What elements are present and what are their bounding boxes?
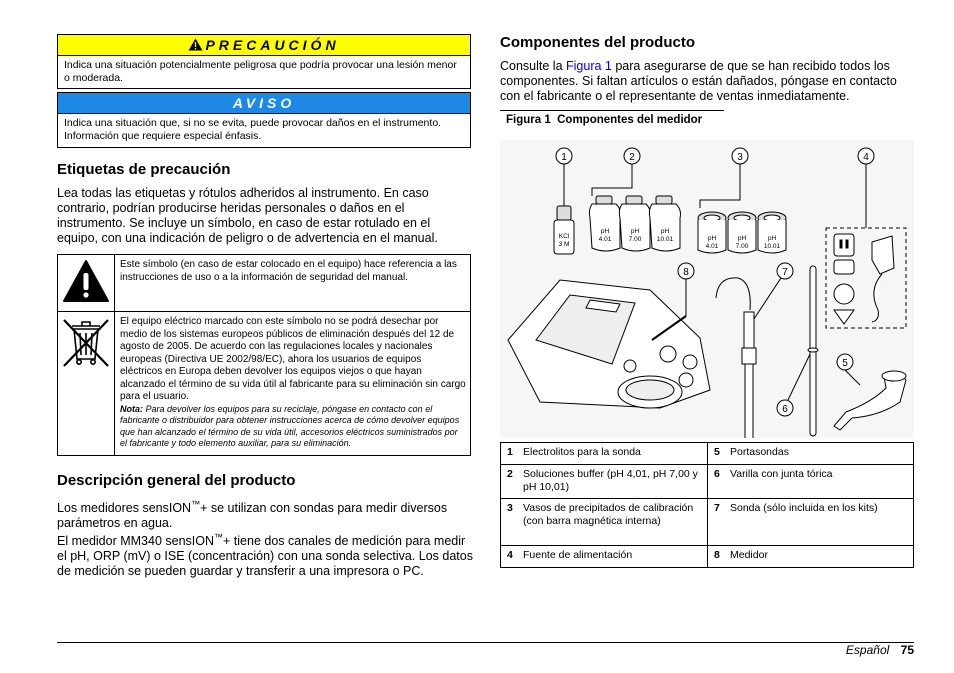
legend-label: Soluciones buffer (pH 4,01, pH 7,00 y pH 10,01) xyxy=(523,468,698,493)
callout-7: 7 xyxy=(782,267,788,278)
legend-label: Portasondas xyxy=(730,446,789,458)
warning-triangle-icon xyxy=(58,255,114,311)
components-figure xyxy=(500,140,914,438)
overview-paragraph-1: Los medidores sensION™+ se utilizan con sondas para medir diversos parámetros en agua. xyxy=(57,499,448,531)
buffer-label-ph-2: pH xyxy=(630,228,640,235)
legend-num: 7 xyxy=(714,502,720,514)
kcl-label-1: KCl xyxy=(558,233,570,240)
legend-label: Medidor xyxy=(730,549,768,561)
legend-num: 3 xyxy=(507,502,513,514)
notice-header xyxy=(58,93,470,114)
legend-num: 4 xyxy=(507,549,513,561)
overview-title: Descripción general del producto xyxy=(57,472,296,489)
legend-label: Sonda (sólo incluida en los kits) xyxy=(730,502,878,514)
caution-text: Indica una situación potencialmente peligrosa que podría provocar una lesión menor o moderada. xyxy=(64,59,457,84)
legend-row xyxy=(501,465,913,499)
labels-section-body: Lea todas las etiquetas y rótulos adheridos al instrumento. En caso contrario, podrían producirse heridas personales o daños en el instrumento. Se incluye un símbolo, en caso de estar rotulado en el equipo, con una indicación de peligro o de advertencia en el manual. xyxy=(57,186,438,245)
footer-rule xyxy=(57,642,914,643)
caution-heading: PRECAUCIÓN xyxy=(205,37,340,53)
callout-2: 2 xyxy=(629,152,635,163)
figure-1-link[interactable]: Figura 1 xyxy=(566,59,612,73)
buffer-label-1: 4.01 xyxy=(598,236,612,243)
legend-num: 6 xyxy=(714,468,720,480)
beaker-label-1: 4.01 xyxy=(705,243,719,250)
rod-illustration xyxy=(808,266,818,436)
caption-rule xyxy=(500,110,724,111)
legend-row xyxy=(501,546,913,568)
callout-8: 8 xyxy=(683,267,689,278)
footer-language: Español xyxy=(845,643,890,657)
crossed-bin-icon xyxy=(58,312,114,372)
symbols-table xyxy=(57,254,471,456)
buffer-label-3: 10.01 xyxy=(656,236,674,243)
page-number: 75 xyxy=(900,643,914,657)
legend-num: 5 xyxy=(714,446,720,458)
components-title: Componentes del producto xyxy=(500,34,695,51)
note-label: Nota: xyxy=(120,403,143,414)
figure-caption: Figura 1 Componentes del medidor xyxy=(506,114,703,126)
beaker-label-ph-2: pH xyxy=(737,235,747,242)
symbol-row-warning xyxy=(58,255,470,312)
beaker-label-ph-1: pH xyxy=(707,235,717,242)
legend-num: 8 xyxy=(714,549,720,561)
legend-label: Electrolitos para la sonda xyxy=(523,446,641,458)
legend-row xyxy=(501,443,913,465)
note-text: Para devolver los equipos para su reciclaje, póngase en contacto con el fabricante o distribuidor para obtener instrucciones acerca de cómo devolver equipos que han alcanzado el término de su vida útil, accesorios eléctricos suministrados por el fabricante y todo elemento auxiliar, para su eliminación. xyxy=(120,403,460,448)
overview-paragraph-2: El medidor MM340 sensION™+ tiene dos canales de medición para medir el pH, ORP (mV) o ISE (concentración) con una sonda selectiva. Los datos de medición se pueden guardar y transferir a una impresora o PC. xyxy=(57,532,473,579)
notice-box xyxy=(57,92,471,148)
kcl-label-2: 3 M xyxy=(558,241,570,248)
legend-label: Fuente de alimentación xyxy=(523,549,633,561)
symbol-text-warning: Este símbolo (en caso de estar colocado en el equipo) hace referencia a las instrucciones de uso o a la información de seguridad del manual. xyxy=(120,259,457,283)
notice-text: Indica una situación que, si no se evita, puede provocar daños en el instrumento. Información que requiere especial énfasis. xyxy=(64,117,442,142)
buffer-label-ph-3: pH xyxy=(660,228,670,235)
notice-heading: AVISO xyxy=(232,95,296,111)
warning-triangle-icon xyxy=(188,38,203,51)
buffer-label-2: 7.00 xyxy=(628,236,642,243)
legend-row xyxy=(501,499,913,546)
caution-header xyxy=(58,35,470,56)
legend-num: 1 xyxy=(507,446,513,458)
labels-section-title: Etiquetas de precaución xyxy=(57,161,231,178)
components-body: Consulte la Figura 1 para asegurarse de que se han recibido todos los componentes. Si faltan artículos o están dañados, póngase en contacto con el fabricante o el representante de ventas inmediatamente. xyxy=(500,59,897,103)
legend-num: 2 xyxy=(507,468,513,480)
components-legend xyxy=(500,442,914,568)
footer xyxy=(846,643,914,657)
callout-5: 5 xyxy=(842,358,848,369)
legend-label: Vasos de precipitados de calibración (con barra magnética interna) xyxy=(523,502,694,527)
caution-box xyxy=(57,34,471,89)
callout-4: 4 xyxy=(863,152,869,163)
beaker-label-3: 10.01 xyxy=(763,243,781,250)
symbol-row-weee xyxy=(58,312,470,455)
callout-6: 6 xyxy=(782,404,788,415)
callout-1: 1 xyxy=(561,152,567,163)
beaker-label-ph-3: pH xyxy=(767,235,777,242)
buffer-label-ph-1: pH xyxy=(600,228,610,235)
beaker-label-2: 7.00 xyxy=(735,243,749,250)
legend-label: Varilla con junta tórica xyxy=(730,468,833,480)
symbol-text-weee: El equipo eléctrico marcado con este símbolo no se podrá desechar por medio de los sistemas europeos públicos de eliminación después del 12 de agosto de 2005. De acuerdo con las regulaciones locales y nacionales europeas (Directiva UE 2002/98/EC), ahora los usuarios de equipos eléctricos en Europa deben devolver los equipos viejos o que hayan alcanzado el término de su vida útil al fabricante para su eliminación sin cargo para el usuario. xyxy=(120,316,466,402)
callout-3: 3 xyxy=(737,152,743,163)
